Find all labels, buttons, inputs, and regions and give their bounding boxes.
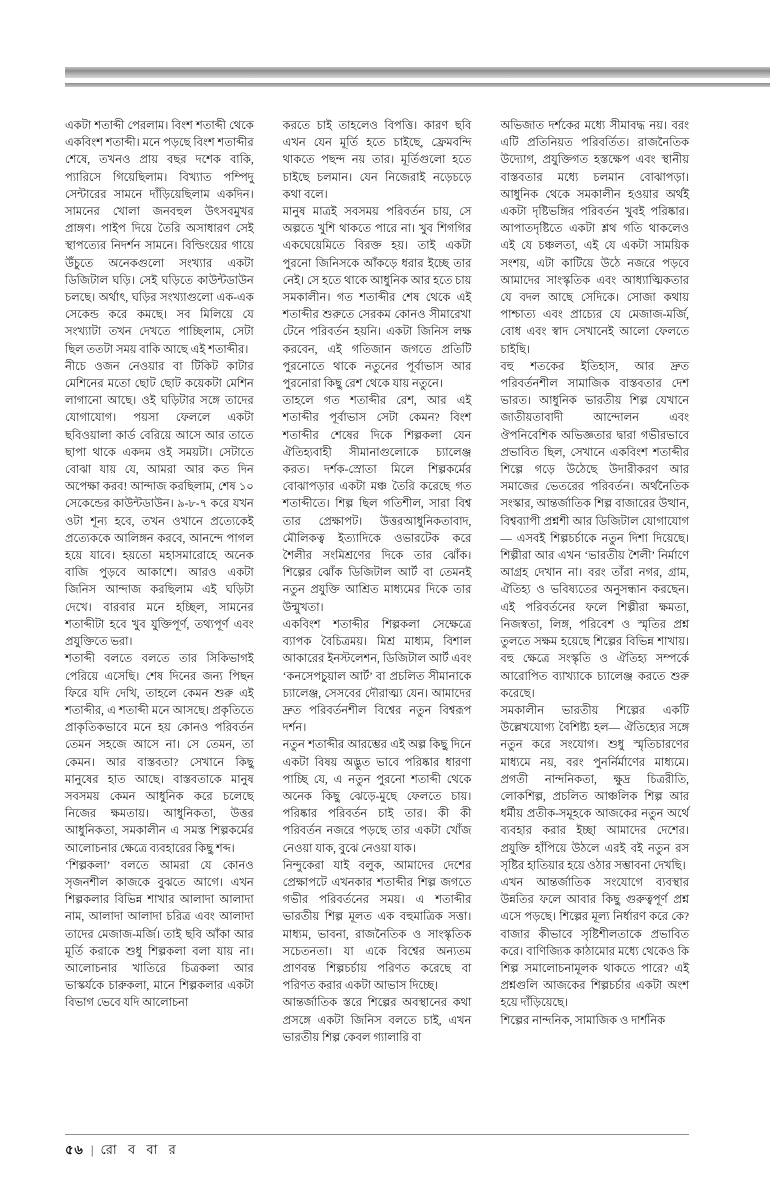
paragraph: করতে চাই তাহলেও বিপত্তি। কারণ ছবি এখন যেন মূর্তি হতে চাইছে, ফ্রেমবন্দি থাকতে পছন্দ নয় তার। মূর্তিগুলো হতে চাইছে চলমান। যেন নিজেরাই নড়েচড়ে কথা বলে।	[282, 120, 472, 201]
paragraph: বহু শতকের ইতিহাস, আর দ্রুত পরিবর্তনশীল সামাজিক বাস্তবতার দেশ ভারত। আধুনিক ভারতীয় শিল্প যেখানে জাতীয়তাবাদী আন্দোলন এবং ঔপনিবেশিক অভিজ্ঞতার দ্বারা গভীরভাবে প্রভাবিত ছিল, সেখানে একবিংশ শতাব্দীর শিল্পে গড়ে উঠেছে উদারীকরণ আর সমাজের ভেতরের পরিবর্তন। অর্থনৈতিক সংস্কার, আন্তর্জাতিক শিল্প বাজারের উত্থান, বিশ্বব্যাপী প্রশ্নশী আর ডিজিটাল যোগাযোগ— এসবই শিল্পচর্চাকে নতুন দিশা দিয়েছে। শিল্পীরা আর এখন ‘ভারতীয় শৈলী’ নির্মাণে আগ্রহ দেখান না। বরং তাঁরা নগর, গ্রাম, ঐতিহ্য ও ভবিষ্যতের অনুসন্ধান করছেন। এই পরিবর্তনের ফলে শিল্পীরা ক্ষমতা, নিজস্বতা, লিঙ্গ, পরিবেশ ও স্মৃতির প্রশ্ন তুলতে সক্ষম হয়েছে শিল্পের বিভিন্ন শাখায়। বহু ক্ষেত্রে সংস্কৃতি ও ঐতিহ্য সম্পর্কে আরোপিত ব্যাখ্যাকে চ্যালেঞ্জ করতে শুরু করেছে।	[500, 360, 690, 700]
paragraph: নিন্দুকেরা যাই বলুক, আমাদের দেশের প্রেক্ষাপটে এখনকার শতাব্দীর শিল্প জগতে গভীর পরিবর্তনের সময়। এ শতাব্দীর ভারতীয় শিল্প মূলত এক বহুমাত্রিক সত্তা। মাধ্যম, ভাবনা, রাজনৈতিক ও সাংস্কৃতিক সচেতনতা। যা একে বিশ্বের অন্যতম প্রাণবন্ত শিল্পচর্চায় পরিণত করেছে বা পরিণত করার একটা আভাস দিচ্ছে।	[282, 859, 472, 993]
paragraph: এখন আন্তর্জাতিক সংযোগে ব্যবস্থার উন্নতির ফলে আবার কিছু গুরুত্বপূর্ণ প্রশ্ন এসে পড়ছে। শিল্পের মূল্য নির্ধারণ করে কে? বাজার কীভাবে সৃষ্টিশীলতাকে প্রভাবিত করে। বাণিজ্যিক কাঠামোর মধ্যে থেকেও কি শিল্প সমালোচনামূলক থাকতে পারে? এই প্রশ্নগুলি আজকের শিল্পচর্চার একটা অংশ হয়ে দাঁড়িয়েছে।	[500, 876, 690, 1010]
paragraph: একবিংশ শতাব্দীর শিল্পকলা সেক্ষেত্রে ব্যাপক বৈচিত্রময়। মিশ্র মাধ্যম, বিশাল আকারের ইনস্টলেশন, ডিজিটাল আর্ট এবং ‘কনসেপচুয়াল আর্ট’ বা প্রচলিত সীমানাকে চ্যালেঞ্জ, সেসবের দৌরাত্ম্য যেন। আমাদের দ্রুত পরিবর্তনশীল বিশ্বের নতুন বিশ্বরূপ দর্শন।	[282, 618, 472, 735]
magazine-name: রো ব বা র	[100, 1142, 180, 1157]
page-footer	[65, 1141, 180, 1162]
footer-rule	[65, 1134, 689, 1135]
top-rule-thin	[65, 83, 770, 87]
text-column-2	[283, 118, 472, 1047]
page-number: ৫৬	[65, 1142, 84, 1157]
text-column-1	[65, 118, 254, 1047]
top-rule-thick	[65, 67, 770, 78]
paragraph: সমকালীন ভারতীয় শিল্পের একটি উল্লেখযোগ্য বৈশিষ্ট্য হল— ঐতিহ্যের সঙ্গে নতুন করে সংযোগ। শুধু স্মৃতিচারণের মাধ্যমে নয়, বরং পুনর্নির্মাণের মাধ্যমে। প্রগতী নান্দনিকতা, ক্ষুদ্র চিত্ররীতি, লোকশিল্প, প্রচলিত আঞ্চলিক শিল্প আর ধর্মীয় প্রতীক-সমূহকে আজকের নতুন অর্থে ব্যবহার করার ইচ্ছা আমাদের দেশের। প্রযুক্তি হাঁপিয়ে উঠলে এরই বই নতুন রস সৃষ্টির হাতিয়ার হয়ে ওঠার সম্ভাবনা দেখছি।	[500, 704, 690, 872]
paragraph: তাহলে গত শতাব্দীর রেশ, আর এই শতাব্দীর পূর্বাভাস সেটা কেমন? বিংশ শতাব্দীর শেষের দিকে শিল্পকলা যেন ঐতিহ্যবাহী সীমানাগুলোকে চ্যালেঞ্জ করত। দর্শক-স্রোতা মিলে শিল্পকর্মের বোঝাপড়ার একটা মঞ্চ তৈরি করেছে গত শতাব্দীতে। শিল্প ছিল গতিশীল, সারা বিশ্ব তার প্রেক্ষাপট। উত্তরআধুনিকতাবাদ, মৌলিকত্ব ইত্যাদিকে ওভারটেক করে শৈলীর সংমিশ্রণের দিকে তার ঝোঁক। শিল্পের ঝোঁক ডিজিটাল আর্ট বা তেমনই নতুন প্রযুক্তি আশ্রিত মাধ্যমের দিকে তার উন্মুখতা।	[282, 395, 472, 614]
paragraph: নীচে ওজন নেওয়ার বা টিকিট কাটার মেশিনের মতো ছোট ছোট কয়েকটা মেশিন লাগানো আছে। ওই ঘড়িটার সঙ্গে তাদের যোগাযোগ। পয়সা ফেললে একটা ছবিওয়ালা কার্ড বেরিয়ে আসে আর তাতে ছাপা থাকে একদম ওই সময়টা। সেটাতে বোঝা যায় যে, আমরা আর কত দিন অপেক্ষা করব! আন্দাজ করছিলাম, শেষ ১০ সেকেন্ডের কাউন্টডাউন। ৯-৮-৭ করে যখন ওটা শূন্য হবে, তখন ওখানে প্রত্যেকেই প্রত্যেককে আলিঙ্গন করবে, আনন্দে পাগল হয়ে যাবে। হয়তো মহাসমারোহে অনেক বাজি পুড়বে আকাশে। আরও একটা জিনিস আন্দাজ করছিলাম এই ঘড়িটা দেখে। বারবার মনে হচ্ছিল, সামনের শতাব্দীটা হবে খুব যুক্তিপূর্ণ, তথ্যপূর্ণ এবং প্রযুক্তিতে ভরা।	[65, 360, 254, 649]
decorative-rules	[65, 67, 770, 87]
paragraph: মানুষ মাত্রই সবসময় পরিবর্তন চায়, সে অল্পতে খুশি থাকতে পারে না। খুব শিগগির একঘেয়েমিতে বিরক্ত হয়। তাই একটা পুরনো জিনিসকে আঁকড়ে ধরার ইচ্ছে তার নেই। সে হতে থাকে আধুনিক আর হতে চায় সমকালীন। গত শতাব্দীর শেষ থেকে এই শতাব্দীর শুরুতে সেরকম কোনও সীমারেখা টেনে পরিবর্তন হয়নি। একটা জিনিস লক্ষ করবেন, এই গতিজান জগতে প্রতিটি পুরনোতে থাকে নতুনের পূর্বাভাস আর পুরনোরা কিছু রেশ থেকে যায় নতুনে।	[282, 206, 472, 391]
article-body	[65, 118, 689, 1047]
paragraph: ‘শিল্পকলা’ বলতে আমরা যে কোনও সৃজনশীল কাজকে বুঝতে আগে। এখন শিল্পকলার বিভিন্ন শাখার আলাদা আলাদা নাম, আলাদা আলাদা চরিত্র এবং আলাদা তাদের মেজাজ-মর্জি। তাই ছবি আঁকা আর মূর্তি করাকে শুধু শিল্পকলা বলা যায় না। আলোচনার খাতিরে চিত্রকলা আর ভাস্কর্যকে চারুকলা, মানে শিল্পকলার একটা বিভাগ ভেবে যদি আলোচনা	[65, 859, 254, 1010]
text-column-3	[500, 118, 689, 1047]
footer-separator: |	[90, 1142, 94, 1157]
paragraph: শিল্পের নান্দনিক, সামাজিক ও দার্শনিক	[500, 1014, 666, 1027]
paragraph: একটা শতাব্দী পেরলাম। বিংশ শতাব্দী থেকে একবিংশ শতাব্দী। মনে পড়ছে বিংশ শতাব্দীর শেষে, তখনও প্রায় বছর দশেক বাকি, প্যারিসে গিয়েছিলাম। বিখ্যাত পম্পিদু সেন্টারের সামনে দাঁড়িয়েছিলাম একদিন। সামনের খোলা জনবহুল উৎসবমুখর প্রাঙ্গণ। পাইপ দিয়ে তৈরি অসাধারণ সেই স্থাপত্যের নিদর্শন সামনে। বিল্ডিংয়ের গায়ে উঁচুতে অনেকগুলো সংখ্যার একটা ডিজিটাল ঘড়ি। সেই ঘড়িতে কাউন্টডাউন চলছে। অর্থাৎ, ঘড়ির সংখ্যাগুলো এক-এক সেকেন্ড করে কমছে। সব মিলিয়ে যে সংখ্যাটা তখন দেখতে পাচ্ছিলাম, সেটা ছিল ততটা সময় বাকি আছে এই শতাব্দীর।	[65, 120, 254, 356]
paragraph: অভিজাত দর্শকের মধ্যে সীমাবদ্ধ নয়। বরং এটি প্রতিনিয়ত পরিবর্তিত। রাজনৈতিক উদ্যোগ, প্রযুক্তিগত হস্তক্ষেপ এবং স্থানীয় বাস্তবতার মধ্যে চলমান বোঝাপড়া। আধুনিক থেকে সমকালীন হওয়ার অর্থই একটা দৃষ্টিভঙ্গির পরিবর্তন খুবই পরিষ্কার। আপাতদৃষ্টিতে একটা শ্লথ গতি থাকলেও এই যে চঞ্চলতা, এই যে একটা সাময়িক সংশয়, এটা কাটিয়ে উঠে নজরে পড়বে আমাদের সাংস্কৃতিক এবং আধ্যাত্মিকতার যে বদল আছে সেদিকে। সোজা কথায় পাশ্চাত্য এবং প্রাচ্যের যে মেজাজ-মর্জি, বোধ এবং স্বাদ সেখানেই আলো ফেলতে চাইছি।	[500, 120, 690, 356]
paragraph: শতাব্দী বলতে বলতে তার সিকিভাগই পেরিয়ে এসেছি। শেষ দিনের জন্য পিছন ফিরে যদি দেখি, তাহলে কেমন শুরু এই শতাব্দীর, এ শতাব্দী মনে আসছে। প্রকৃতিতে প্রাকৃতিকভাবে মনে হয় কোনও পরিবর্তন তেমন সহজে আসে না। সে তেমন, তা কেমন। আর বাস্তবতা? সেখানে কিছু মানুষের হাত আছে। বাস্তবতাকে মানুষ সবসময় কেমন আধুনিক করে চলেছে নিজের ক্ষমতায়। আধুনিকতা, উত্তর আধুনিকতা, সমকালীন এ সমস্ত শিল্পকর্মের আলোচনার ক্ষেত্রে ব্যবহারের কিছু শব্দ।	[65, 653, 254, 855]
paragraph: আন্তর্জাতিক স্তরে শিল্পের অবস্থানের কথা প্রসঙ্গে একটা জিনিস বলতে চাই, এখন ভারতীয় শিল্প কেবল গ্যালারি বা	[282, 997, 472, 1044]
paragraph: নতুন শতাব্দীর আরম্ভের এই অল্প কিছু দিনে একটা বিষয় অদ্ভুত ভাবে পরিষ্কার ধারণা পাচ্ছি যে, এ নতুন পুরনো শতাব্দী থেকে অনেক কিছু ঝেড়ে-মুছে ফেলতে চায়। পরিষ্কার পরিবর্তন চাই তার। কী কী পরিবর্তন নজরে পড়ছে তার একটা খোঁজ নেওয়া যাক, বুঝে নেওয়া যাক।	[282, 739, 472, 855]
